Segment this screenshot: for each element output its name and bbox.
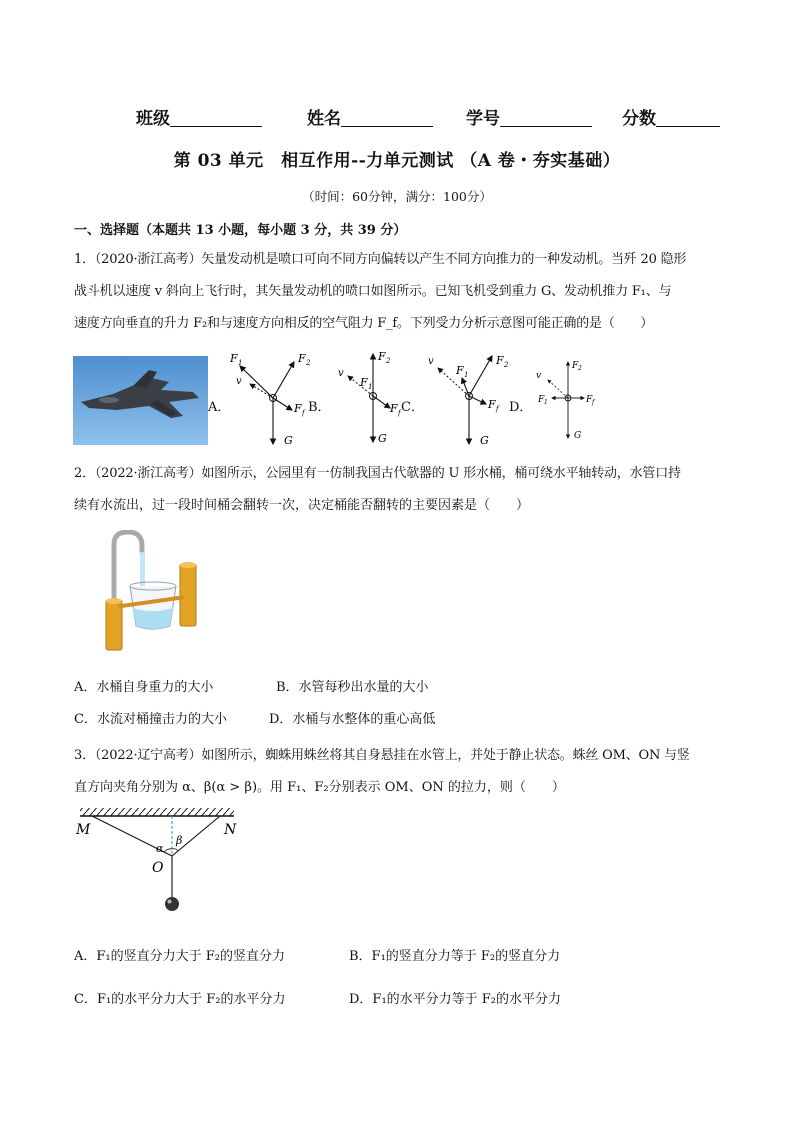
force-diagram-c	[424, 348, 514, 450]
a-f2-label: F	[298, 352, 306, 365]
a-f2-sub: 2	[306, 359, 311, 367]
d-f2-label: F	[572, 361, 579, 371]
q1-option-a[interactable]: A．	[208, 400, 231, 415]
question-2	[74, 458, 724, 522]
q1-line2: 战斗机以速度 v 斜向上飞行时，其矢量发动机的喷口如图所示。已知飞机受到重力 G、发动机推力 F₁、与	[74, 284, 672, 299]
section-heading: 一、选择题（本题共 13 小题，每小题 3 分，共 39 分）	[74, 223, 407, 238]
class-label: 班级	[136, 109, 170, 129]
c-ff-label: F	[488, 398, 496, 411]
b-g-label: G	[378, 432, 387, 445]
score-label: 分数	[622, 109, 656, 129]
a-ff-label: F	[294, 402, 302, 415]
question-1	[74, 244, 724, 340]
q2-line2: 续有水流出，过一段时间桶会翻转一次，决定桶能否翻转的主要因素是（ ）	[74, 498, 530, 513]
q1-line1: 1．（2020·浙江高考）矢量发动机是喷口可向不同方向偏转以产生不同方向推力的一种发动机。当歼 20 隐形	[74, 252, 687, 267]
score-blank[interactable]	[656, 108, 720, 127]
b-f2-label: F	[378, 350, 386, 363]
question-3	[74, 740, 724, 804]
d-f1-sub: 1	[544, 399, 548, 406]
a-g-label: G	[284, 434, 293, 447]
id-field	[466, 104, 592, 129]
q1-option-c[interactable]: C．	[401, 400, 424, 415]
label-alpha: α	[156, 842, 164, 855]
spider-figure	[72, 804, 242, 916]
b-f2-sub: 2	[386, 357, 391, 365]
b-v-label: v	[338, 368, 344, 379]
page-subtitle: （时间：60分钟，满分：100分）	[302, 189, 492, 204]
label-m: M	[76, 822, 91, 838]
c-v-label: v	[428, 356, 434, 367]
c-ff-sub: f	[496, 405, 499, 413]
b-ff-sub: f	[398, 409, 401, 417]
q2-option-d[interactable]: D．水桶与水整体的重心高低	[269, 712, 436, 727]
a-ff-sub: f	[302, 409, 305, 417]
id-label: 学号	[466, 109, 500, 129]
q3-option-d[interactable]: D．F₁的水平分力等于 F₂的水平分力	[349, 992, 562, 1007]
q1-option-b[interactable]: B．	[308, 400, 331, 415]
a-f1-sub: 1	[238, 359, 243, 367]
d-v-label: v	[536, 371, 542, 381]
b-f1-label: F	[360, 376, 368, 389]
q2-option-c[interactable]: C．水流对桶撞击力的大小	[74, 712, 227, 727]
d-ff-label: F	[586, 395, 593, 405]
q2-option-a[interactable]: A．水桶自身重力的大小	[74, 680, 214, 695]
q3-option-a[interactable]: A．F₁的竖直分力大于 F₂的竖直分力	[74, 949, 285, 964]
a-f1-label: F	[230, 352, 238, 365]
page-title: 第 03 单元 相互作用--力单元测试 （A 卷・夯实基础）	[173, 151, 621, 171]
name-label: 姓名	[307, 109, 341, 129]
class-field	[136, 104, 262, 129]
q1-option-d[interactable]: D．	[509, 400, 533, 415]
q2-option-b[interactable]: B．水管每秒出水量的大小	[276, 680, 429, 695]
q3-option-c[interactable]: C．F₁的水平分力大于 F₂的水平分力	[74, 992, 286, 1007]
jet-photo	[73, 356, 208, 445]
q3-option-b[interactable]: B．F₁的竖直分力等于 F₂的竖直分力	[349, 949, 561, 964]
class-blank[interactable]	[170, 108, 262, 127]
bucket-figure	[100, 530, 200, 652]
c-f2-sub: 2	[504, 361, 509, 369]
name-blank[interactable]	[341, 108, 433, 127]
c-f2-label: F	[496, 354, 504, 367]
label-beta: β	[176, 834, 183, 847]
q2-line1: 2．（2022·浙江高考）如图所示，公园里有一仿制我国古代欹器的 U 形水桶，桶可绕水平轴转动，水管口持	[74, 466, 681, 481]
id-blank[interactable]	[500, 108, 592, 127]
c-f1-sub: 1	[464, 371, 469, 379]
q3-line1: 3．（2022·辽宁高考）如图所示，蜘蛛用蛛丝将其自身悬挂在水管上，并处于静止状态。蛛丝 OM、ON 与竖	[74, 748, 690, 763]
label-n: N	[224, 822, 237, 838]
label-o: O	[152, 860, 164, 876]
d-f2-sub: 2	[578, 365, 582, 372]
force-diagram-b	[328, 348, 408, 450]
d-ff-sub: f	[592, 399, 595, 406]
b-ff-label: F	[390, 402, 398, 415]
name-field	[307, 104, 433, 129]
q3-line2: 直方向夹角分别为 α、β(α > β)。用 F₁、F₂分别表示 OM、ON 的拉力，则（ ）	[74, 780, 565, 795]
force-diagram-d	[526, 348, 606, 450]
d-f1-label: F	[538, 395, 545, 405]
d-g-label: G	[574, 431, 582, 441]
c-g-label: G	[480, 434, 489, 447]
q1-line3: 速度方向垂直的升力 F₂和与速度方向相反的空气阻力 F_f。下列受力分析示意图可能正确的是（ ）	[74, 316, 654, 331]
score-field	[622, 104, 720, 129]
force-diagram-a	[228, 348, 318, 450]
a-v-label: v	[236, 376, 242, 387]
b-f1-sub: 1	[368, 383, 373, 391]
c-f1-label: F	[456, 364, 464, 377]
